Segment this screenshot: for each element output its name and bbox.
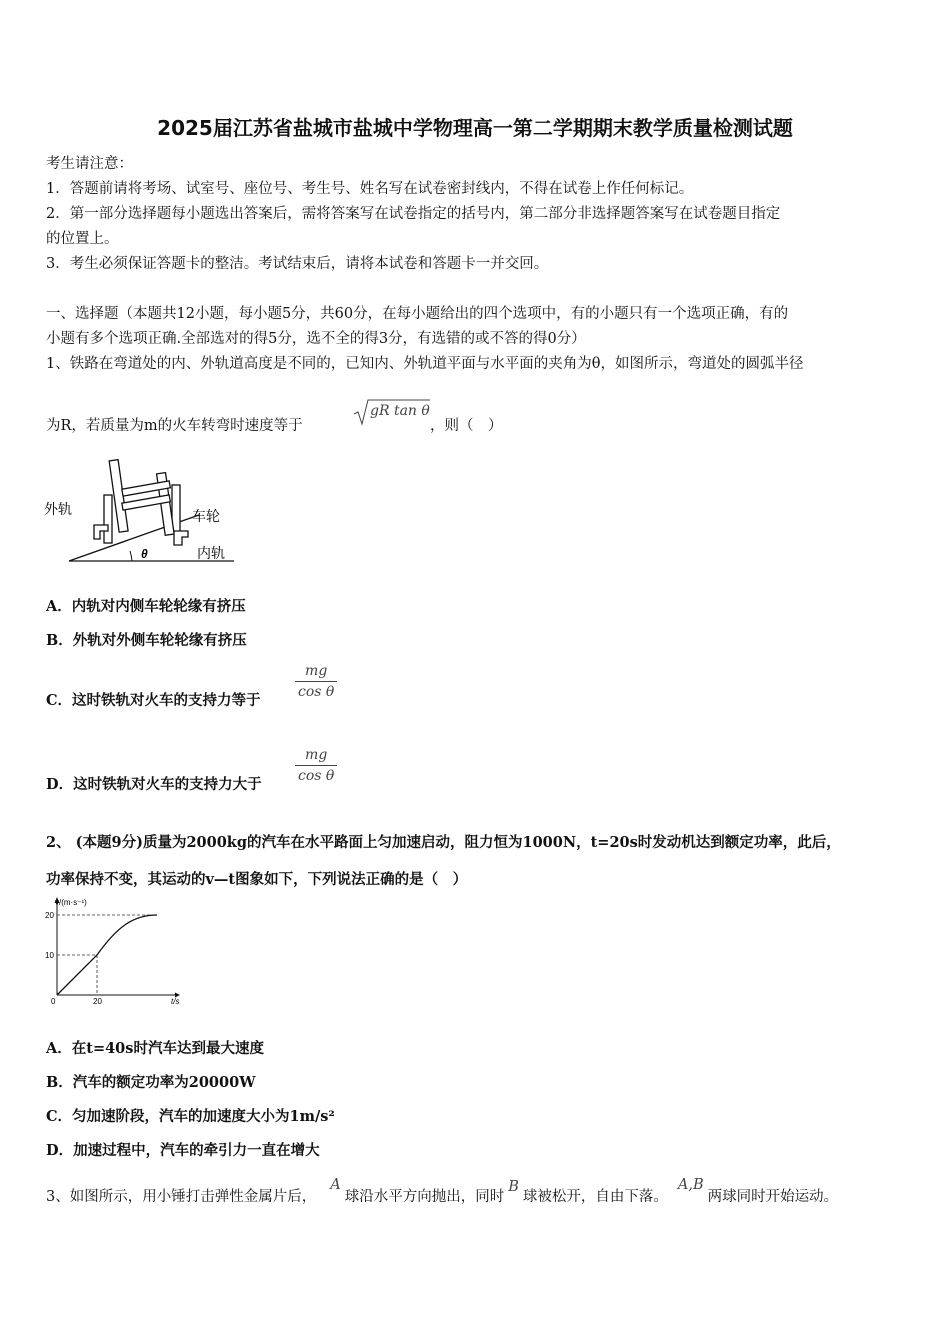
inner-rail-shape [174, 531, 188, 545]
angle-arc [130, 551, 132, 561]
notice-item: 3．考生必须保证答题卡的整洁。考试结束后，请将本试卷和答题卡一并交回。 [46, 256, 549, 272]
q3-text: 3、如图所示，用小锤打击弹性金属片后， [46, 1189, 317, 1205]
var-b: B [508, 1179, 519, 1195]
page-title: 2025届江苏省盐城市盐城中学物理高一第二学期期末教学质量检测试题 [157, 116, 793, 140]
q1-stem-part: 为R，若质量为m的火车转弯时速度等于 [46, 418, 303, 434]
wheel-label: 车轮 [192, 508, 220, 524]
q2-option-b: B．汽车的额定功率为20000W [46, 1074, 256, 1091]
inner-rail-label: 内轨 [197, 545, 225, 561]
left-wheel [104, 495, 112, 543]
notice-header: 考生请注意： [46, 156, 133, 172]
q1-option-b: B．外轨对外侧车轮轮缘有挤压 [46, 632, 247, 649]
fraction-numerator: mg [305, 747, 328, 763]
x-tick-label: 20 [93, 997, 102, 1006]
fraction-denominator: cos θ [298, 684, 335, 700]
q2-option-a: A．在t=40s时汽车达到最大速度 [46, 1040, 264, 1057]
q1-stem: 1、铁路在弯道处的内、外轨道高度是不同的，已知内、外轨道平面与水平面的夹角为θ，如图所示，弯道处的圆弧半径 [46, 356, 804, 372]
fraction-bar [295, 681, 337, 682]
fraction-mg-cos [295, 747, 337, 784]
y-tick-label: 10 [45, 951, 54, 960]
var-ab: A,B [677, 1177, 704, 1193]
var-a: A [330, 1177, 341, 1193]
section-instructions: 小题有多个选项正确.全部选对的得5分，选不全的得3分，有选错的或不答的得0分） [46, 331, 586, 347]
fraction-mg-cos [295, 663, 337, 700]
q2-option-c: C．匀加速阶段，汽车的加速度大小为1m/s² [46, 1108, 335, 1125]
fraction-denominator: cos θ [298, 768, 335, 784]
q1-stem-part: ，则（ ） [430, 418, 503, 434]
fraction-numerator: mg [305, 663, 328, 679]
sqrt-expression [352, 398, 432, 432]
y-axis-label: v/(m·s⁻¹) [55, 898, 87, 907]
y-tick-label: 20 [45, 911, 54, 920]
q3-text: 球被松开，自由下落。 [522, 1189, 668, 1205]
q3-text: 球沿水平方向抛出，同时 [344, 1189, 505, 1205]
notice-item: 的位置上。 [46, 231, 119, 247]
x-axis-label: t/s [171, 997, 180, 1006]
angle-label: θ [141, 547, 148, 561]
q1-option-c: C．这时铁轨对火车的支持力等于 [46, 692, 261, 709]
q2-stem: 功率保持不变，其运动的v—t图象如下，下列说法正确的是（ ） [46, 871, 468, 888]
section-instructions: 一、选择题（本题共12小题，每小题5分，共60分，在每小题给出的四个选项中，有的小题只有一个选项正确，有的 [46, 306, 789, 322]
vt-chart [40, 895, 185, 1007]
outer-rail-label: 外轨 [44, 501, 72, 517]
fraction-bar [295, 765, 337, 766]
origin-label: 0 [51, 997, 56, 1006]
q1-option-a: A．内轨对内侧车轮轮缘有挤压 [46, 598, 246, 615]
notice-item: 2．第一部分选择题每小题选出答案后，需将答案写在试卷指定的括号内，第二部分非选择题答案写在试卷题目指定 [46, 206, 781, 222]
q3-text: 两球同时开始运动。 [707, 1189, 839, 1205]
track-figure [44, 455, 244, 570]
q1-option-d: D．这时铁轨对火车的支持力大于 [46, 776, 262, 793]
q2-option-d: D．加速过程中，汽车的牵引力一直在增大 [46, 1142, 320, 1159]
q3-stem [46, 1177, 839, 1206]
notice-item: 1．答题前请将考场、试室号、座位号、考生号、姓名写在试卷密封线内，不得在试卷上作任何标记。 [46, 181, 694, 197]
q2-stem: 2、 (本题9分)质量为2000kg的汽车在水平路面上匀加速启动，阻力恒为1000N，t=20s时发动机达到额定功率，此后， [46, 834, 841, 851]
sqrt-radicand: gR tan θ [370, 403, 430, 419]
